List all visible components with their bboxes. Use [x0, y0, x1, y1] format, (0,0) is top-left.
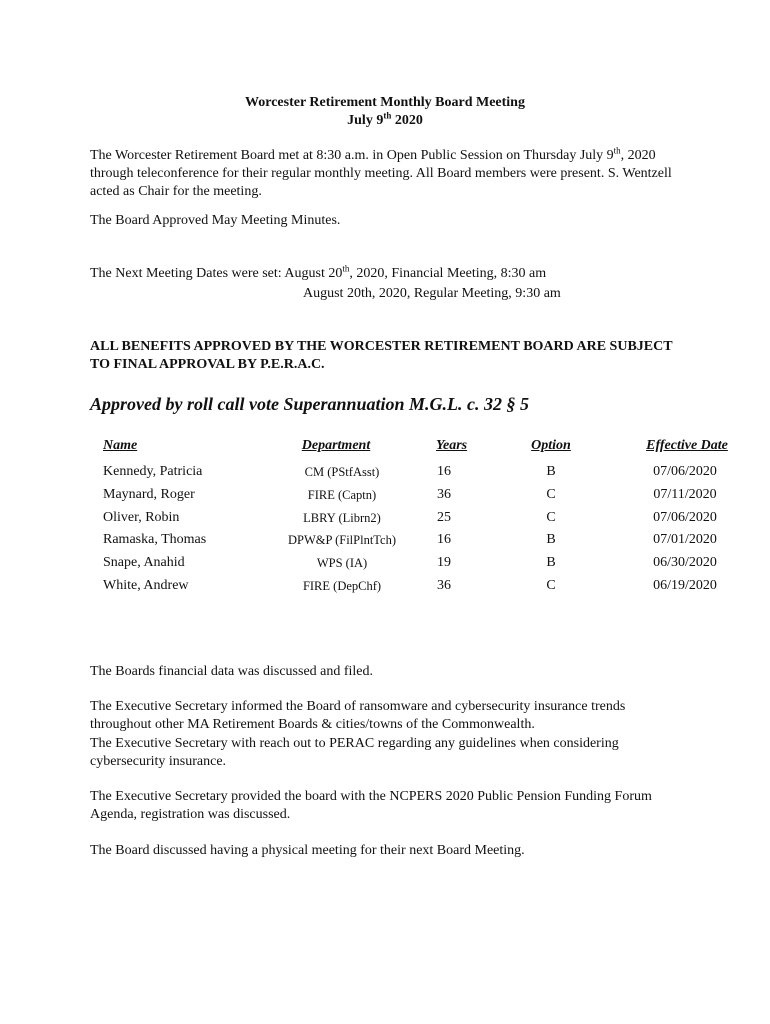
row-name: Ramaska, Thomas [103, 532, 207, 547]
row-years: 19 [437, 555, 451, 570]
row-name: Snape, Anahid [103, 555, 185, 570]
row-department: LBRY (Librn2) [303, 511, 381, 525]
benefits-notice: ALL BENEFITS APPROVED BY THE WORCESTER RETIREMENT BOARD ARE SUBJECT TO FINAL APPROVAL BY P.E.R.A.C. [90, 339, 673, 372]
next-meeting-dates-line2: August 20th, 2020, Regular Meeting, 9:30 am [303, 286, 561, 301]
row-effective-date: 06/19/2020 [653, 578, 717, 593]
financial-data-text: The Boards financial data was discussed and filed. [90, 664, 374, 679]
row-option: B [546, 464, 556, 479]
row-department: DPW&P (FilPlntTch) [287, 533, 397, 547]
next-meeting-dates: The Next Meeting Dates were set: August 20th, 2020, Financial Meeting, 8:30 am [90, 263, 547, 281]
column-header-years: Years [436, 438, 468, 453]
physical-meeting-text: The Board discussed having a physical meeting for their next Board Meeting. [90, 843, 525, 858]
row-department: FIRE (Captn) [307, 488, 377, 502]
row-option: C [546, 510, 556, 525]
minutes-approved-text: The Board Approved May Meeting Minutes. [90, 213, 341, 228]
row-department: WPS (IA) [316, 556, 368, 570]
row-option: C [546, 487, 556, 502]
row-option: B [546, 532, 556, 547]
intro-paragraph: The Worcester Retirement Board met at 8:30 a.m. in Open Public Session on Thursday July 9th, 2020 through teleconference for their regular monthly meeting. All Board members were present. S. Wentzell acted as Chair for the meeting. [90, 145, 672, 199]
row-effective-date: 07/11/2020 [653, 487, 717, 502]
row-name: Kennedy, Patricia [103, 464, 203, 479]
row-effective-date: 07/06/2020 [653, 510, 717, 525]
row-option: C [546, 578, 556, 593]
row-name: Oliver, Robin [103, 510, 180, 525]
column-header-option: Option [531, 438, 571, 453]
row-effective-date: 07/01/2020 [653, 532, 717, 547]
column-header-name: Name [103, 438, 138, 453]
row-department: CM (PStfAsst) [304, 465, 380, 479]
row-department: FIRE (DepChf) [302, 579, 382, 593]
row-years: 16 [437, 532, 451, 547]
row-years: 36 [437, 487, 451, 502]
section-heading: Approved by roll call vote Superannuation M.G.L. c. 32 § 5 [90, 394, 530, 414]
row-effective-date: 06/30/2020 [653, 555, 717, 570]
row-years: 16 [437, 464, 451, 479]
column-header-department: Department [301, 438, 371, 453]
row-name: White, Andrew [103, 578, 189, 593]
document-date: July 9th 2020 [347, 110, 423, 128]
row-years: 36 [437, 578, 451, 593]
row-years: 25 [437, 510, 451, 525]
document-title: Worcester Retirement Monthly Board Meeting [245, 95, 525, 110]
ncpers-text: The Executive Secretary provided the board with the NCPERS 2020 Public Pension Funding Forum Agenda, registration was discussed. [90, 789, 652, 822]
ransomware-text: The Executive Secretary informed the Board of ransomware and cybersecurity insurance trends throughout other MA Retirement Boards & cities/towns of the Commonwealth. [90, 699, 626, 732]
row-name: Maynard, Roger [103, 487, 195, 502]
row-option: B [546, 555, 556, 570]
row-effective-date: 07/06/2020 [653, 464, 717, 479]
column-header-effective-date: Effective Date [646, 438, 728, 453]
perac-outreach-text: The Executive Secretary with reach out to PERAC regarding any guidelines when considering cybersecurity insurance. [90, 736, 619, 769]
